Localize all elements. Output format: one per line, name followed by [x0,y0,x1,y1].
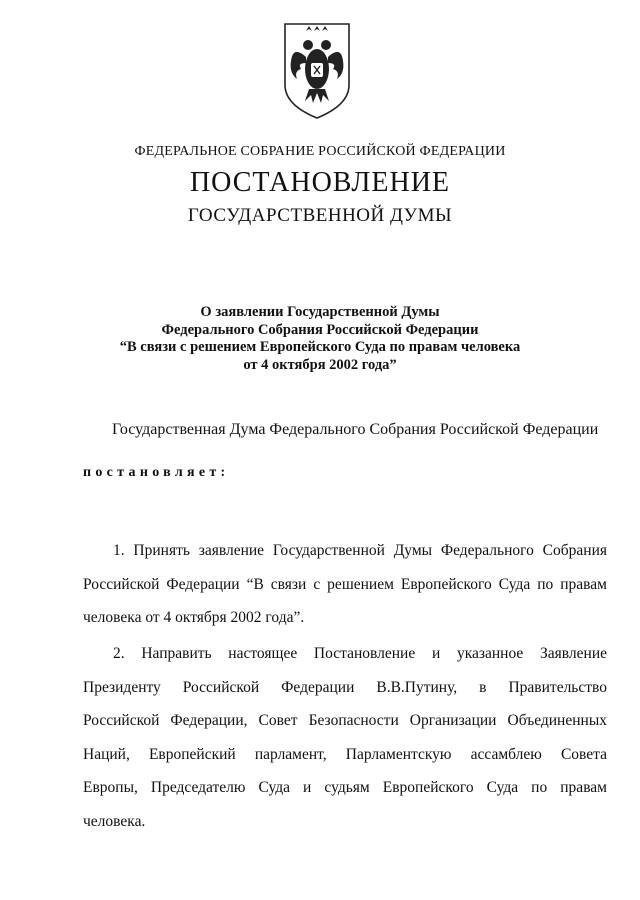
paragraph-line: Наций, Европейский парламент, Парламентскую ассамблею Совета [83,745,607,763]
assembly-name: ФЕДЕРАЛЬНОЕ СОБРАНИЕ РОССИЙСКОЙ ФЕДЕРАЦИИ [134,144,506,159]
paragraph-line: человека от 4 октября 2002 года”. [83,609,305,626]
document-issuer: ГОСУДАРСТВЕННОЙ ДУМЫ [187,205,453,226]
subject-line: Федерального Собрания Российской Федерации [161,321,479,338]
resolution-item-1 [83,534,607,635]
resolution-item-2 [83,637,607,838]
resolves-keyword: постановляет: [83,465,230,480]
paragraph-line: Российской Федерации, Совет Безопасности Организации Объединенных [83,712,607,729]
paragraph-line: человека. [83,812,146,830]
subject-line: “В связи с решением Европейского Суда по правам человека [119,339,521,355]
subject-line: О заявлении Государственной Думы [200,304,440,320]
paragraph-line: Президенту Российской Федерации В.В.Путину, в Правительство [83,678,607,696]
russian-coat-of-arms-icon [281,21,353,121]
subject-line: от 4 октября 2002 года” [243,356,397,373]
paragraph-line: 2. Направить настоящее Постановление и указанное Заявление [113,645,607,662]
paragraph-line: 1. Принять заявление Государственной Думы Федерального Собрания [113,542,607,559]
document-subject [0,304,640,374]
preamble-text: Государственная Дума Федерального Собрания Российской Федерации [112,421,599,438]
paragraph-line: Европы, Председателю Суда и судьям Европейского Суда по правам [83,779,607,796]
document-type-title: ПОСТАНОВЛЕНИЕ [189,167,451,198]
paragraph-line: Российской Федерации “В связи с решением Европейского Суда по правам [83,575,607,593]
